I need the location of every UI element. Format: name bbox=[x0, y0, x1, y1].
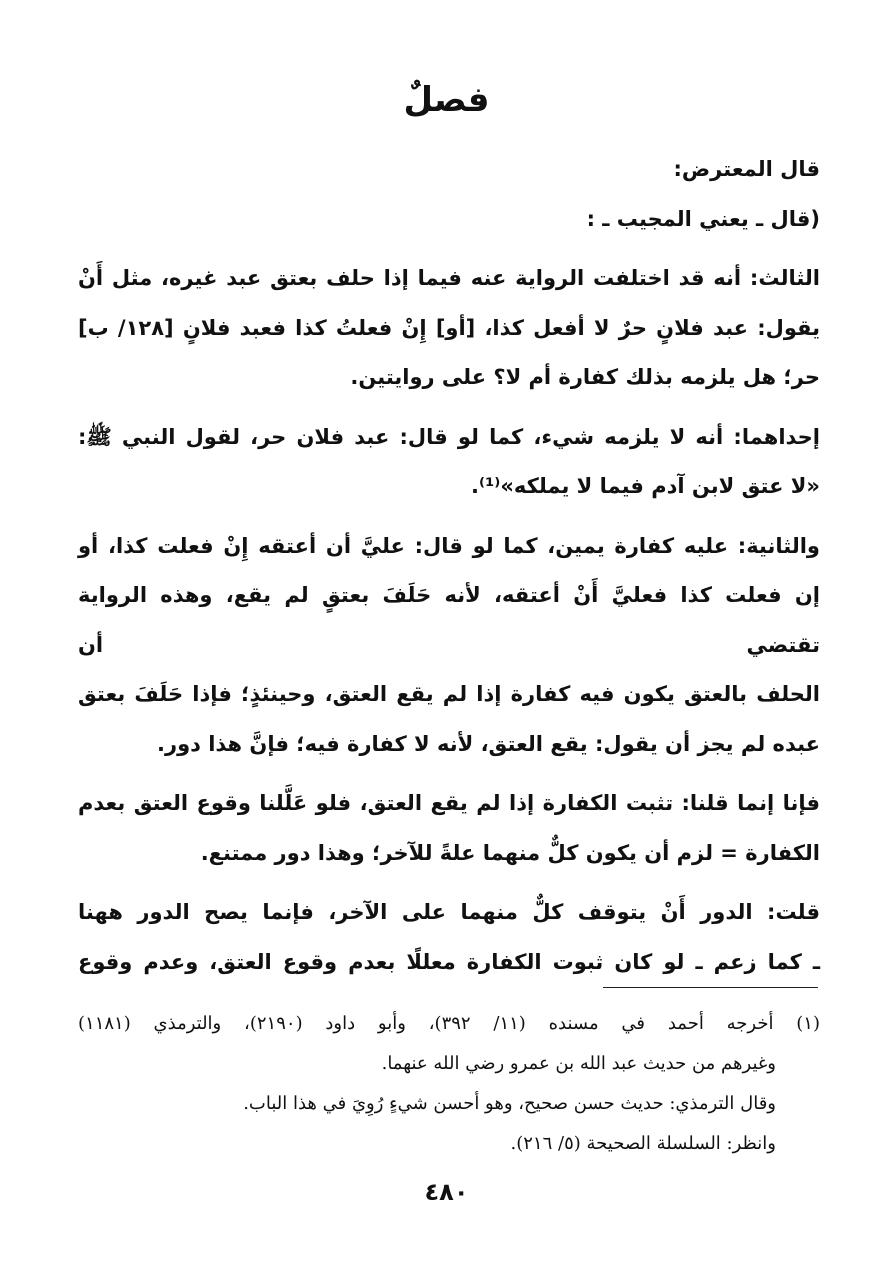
footnotes bbox=[78, 1004, 820, 1164]
body-line: قلت: الدور أَنْ يتوقف كلٌّ منهما على الآخر، فإنما يصح الدور ههنا bbox=[78, 900, 820, 924]
body-line: فإنا إنما قلنا: تثبت الكفارة إذا لم يقع العتق، فلو عَلَّلنا وقوع العتق بعدم bbox=[78, 791, 820, 815]
body-line: (قال ـ يعني المجيب ـ : bbox=[586, 206, 820, 231]
body-line: والثانية: عليه كفارة يمين، كما لو قال: عليَّ أن أعتقه إِنْ فعلت كذا، أو bbox=[78, 533, 820, 558]
body-line: عبده لم يجز أن يقول: يقع العتق، لأنه لا كفارة فيه؛ فإنَّ هذا دور. bbox=[157, 731, 820, 756]
body-line: الحلف بالعتق يكون فيه كفارة إذا لم يقع العتق، وحينئذٍ؛ فإذا حَلَفَ بعتق bbox=[78, 682, 820, 706]
body-line: الكفارة = لزم أن يكون كلٌّ منهما علةً للآخر؛ وهذا دور ممتنع. bbox=[200, 840, 820, 865]
footnote-line: وقال الترمذي: حديث حسن صحيح، وهو أحسن شيءٍ رُوِيَ في هذا الباب. bbox=[243, 1093, 776, 1114]
footnote-separator bbox=[603, 987, 818, 988]
body-line: إن فعلت كذا فعليَّ أَنْ أعتقه، لأنه حَلَفَ بعتقٍ لم يقع، وهذه الرواية تقتضي أن bbox=[78, 583, 820, 657]
body-text bbox=[78, 145, 820, 987]
section-title: فصلٌ bbox=[403, 80, 490, 120]
footnote-line: وانظر: السلسلة الصحيحة (٥/ ٢١٦). bbox=[510, 1133, 776, 1154]
body-line: قال المعترض: bbox=[673, 157, 820, 181]
body-line: إحداهما: أنه لا يلزمه شيء، كما لو قال: عبد فلان حر، لقول النبي ﷺ: bbox=[78, 424, 820, 449]
body-line: يقول: عبد فلانٍ حرٌ لا أفعل كذا، [أو] إِنْ فعلتُ كذا فعبد فلانٍ [١٢٨/ ب] bbox=[78, 315, 821, 340]
footnote-line: (١) أخرجه أحمد في مسنده (١١/ ٣٩٢)، وأبو داود (٢١٩٠)، والترمذي (١١٨١) bbox=[78, 1013, 820, 1034]
page-number: ٤٨٠ bbox=[424, 1178, 469, 1206]
body-line: ـ كما زعم ـ لو كان ثبوت الكفارة معللًا بعدم وقوع العتق، وعدم وقوع bbox=[78, 949, 820, 974]
body-line: «لا عتق لابن آدم فيما لا يملكه»⁽¹⁾. bbox=[471, 474, 820, 498]
body-line: حر؛ هل يلزمه بذلك كفارة أم لا؟ على روايتين. bbox=[350, 365, 820, 389]
body-line: الثالث: أنه قد اختلفت الرواية عنه فيما إذا حلف بعتق عبد غيره، مثل أَنْ bbox=[78, 266, 820, 290]
footnote-line: وغيرهم من حديث عبد الله بن عمرو رضي الله عنهما. bbox=[381, 1053, 776, 1074]
